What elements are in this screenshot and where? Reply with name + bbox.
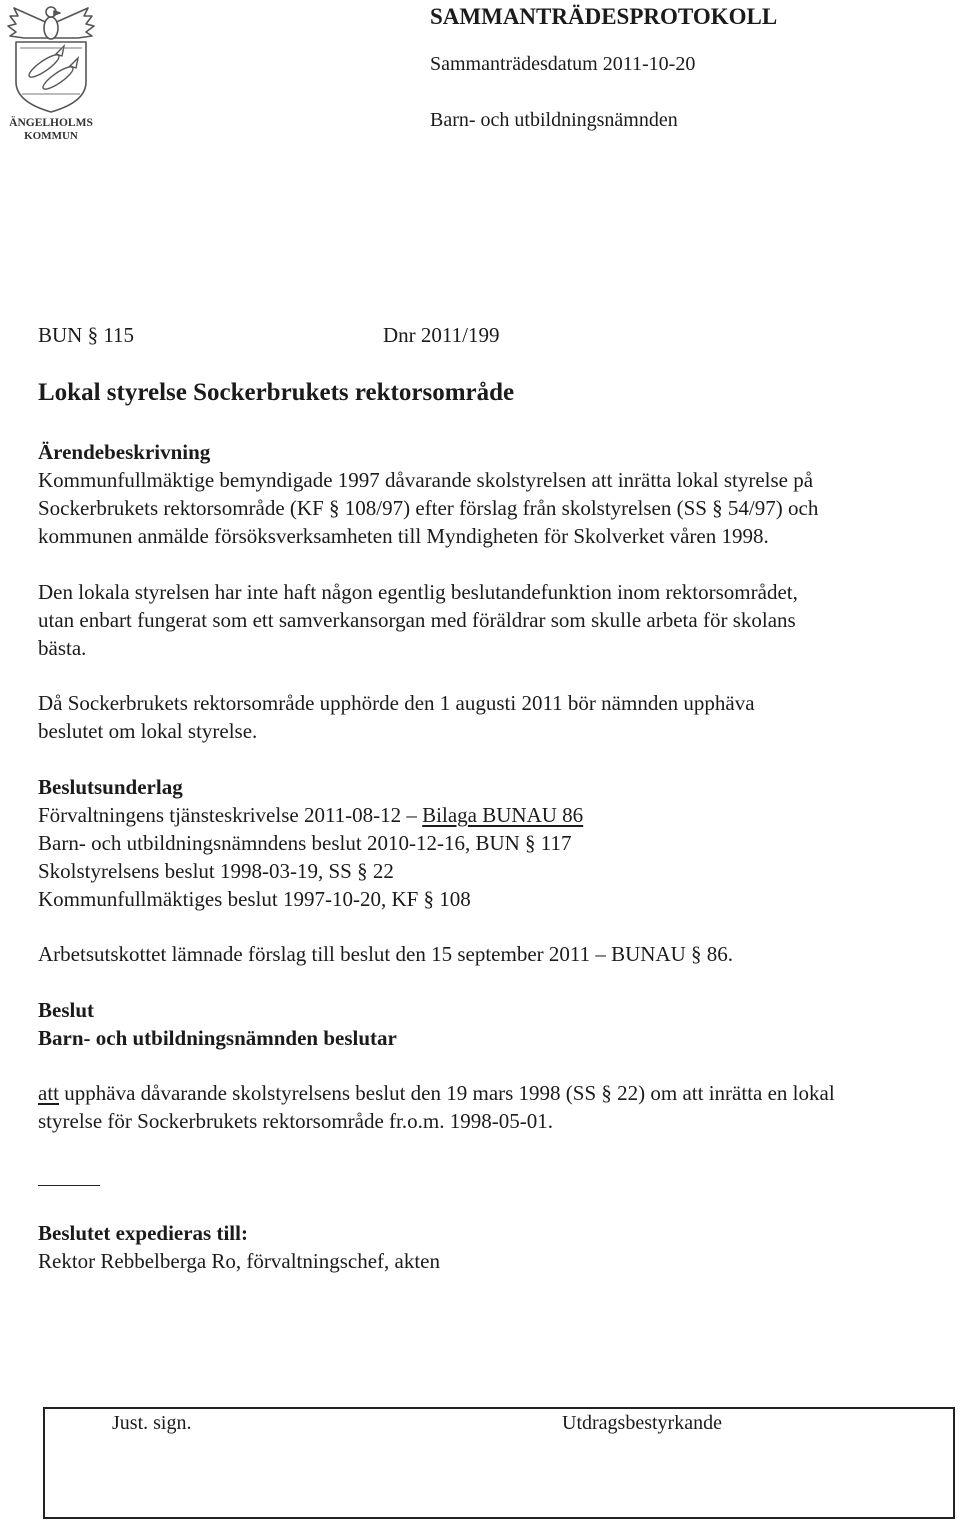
certification-label: Utdragsbestyrkande (562, 1412, 722, 1434)
meeting-date: Sammanträdesdatum 2011-10-20 (430, 53, 696, 75)
case-title: Lokal styrelse Sockerbrukets rektorsområde (38, 379, 515, 406)
basis-item-text: Förvaltningens tjänsteskrivelse 2011-08-12 – (38, 803, 423, 827)
description-paragraph-1 (38, 466, 818, 550)
paragraph-line: Den lokala styrelsen har inte haft någon egentlig beslutandefunktion inom rektorsområdet, (38, 580, 798, 604)
decision-line-text: upphäva dåvarande skolstyrelsens beslut den 19 mars 1998 (SS § 22) om att inrätta en lokal (59, 1081, 835, 1105)
logo-text-line2: KOMMUN (24, 130, 78, 142)
description-paragraph-3 (38, 689, 755, 745)
paragraph-line: kommunen anmälde försöksverksamheten till Myndigheten för Skolverket våren 1998. (38, 524, 769, 548)
case-paragraph-number: BUN § 115 (38, 323, 135, 347)
au-proposal: Arbetsutskottet lämnade förslag till beslut den 15 september 2011 – BUNAU § 86. (38, 942, 734, 966)
municipality-crest-logo (4, 2, 98, 144)
description-paragraph-2 (38, 578, 798, 662)
basis-item: Kommunfullmäktiges beslut 1997-10-20, KF § 108 (38, 887, 471, 911)
paragraph-line: bästa. (38, 636, 87, 660)
logo-text-line1: ÄNGELHOLMS (9, 117, 93, 129)
decision-line (38, 1079, 835, 1107)
paragraph-line: Kommunfullmäktige bemyndigade 1997 dåvarande skolstyrelsen att inrätta lokal styrelse på (38, 468, 814, 492)
decision-line: styrelse för Sockerbrukets rektorsområde fr.o.m. 1998-05-01. (38, 1109, 553, 1133)
distribution-heading: Beslutet expedieras till: (38, 1221, 248, 1245)
decision-text (38, 1079, 835, 1135)
basis-item: Barn- och utbildningsnämndens beslut 2010-12-16, BUN § 117 (38, 831, 572, 855)
basis-item: Skolstyrelsens beslut 1998-03-19, SS § 22 (38, 859, 394, 883)
basis-list (38, 801, 583, 913)
committee-name: Barn- och utbildningsnämnden (430, 109, 678, 131)
decision-subheading: Barn- och utbildningsnämnden beslutar (38, 1026, 397, 1050)
paragraph-line: Då Sockerbrukets rektorsområde upphörde den 1 augusti 2011 bör nämnden upphäva (38, 691, 755, 715)
protocol-title: SAMMANTRÄDESPROTOKOLL (430, 4, 778, 29)
paragraph-line: utan enbart fungerat som ett samverkansorgan med föräldrar som skulle arbeta för skolans (38, 608, 796, 632)
decision-att: att (38, 1081, 59, 1105)
case-diary-number: Dnr 2011/199 (383, 323, 500, 347)
decision-heading: Beslut (38, 998, 95, 1022)
just-sign-label: Just. sign. (112, 1412, 192, 1434)
basis-item (38, 801, 583, 829)
paragraph-line: beslutet om lokal styrelse. (38, 719, 258, 743)
paragraph-line: Sockerbrukets rektorsområde (KF § 108/97) efter förslag från skolstyrelsen (SS § 54/97) och (38, 496, 819, 520)
description-heading: Ärendebeskrivning (38, 440, 211, 464)
attachment-reference: Bilaga BUNAU 86 (422, 803, 584, 827)
distribution-recipients: Rektor Rebbelberga Ro, förvaltningschef, akten (38, 1249, 440, 1273)
separator-rule (38, 1185, 100, 1186)
basis-heading: Beslutsunderlag (38, 775, 183, 799)
